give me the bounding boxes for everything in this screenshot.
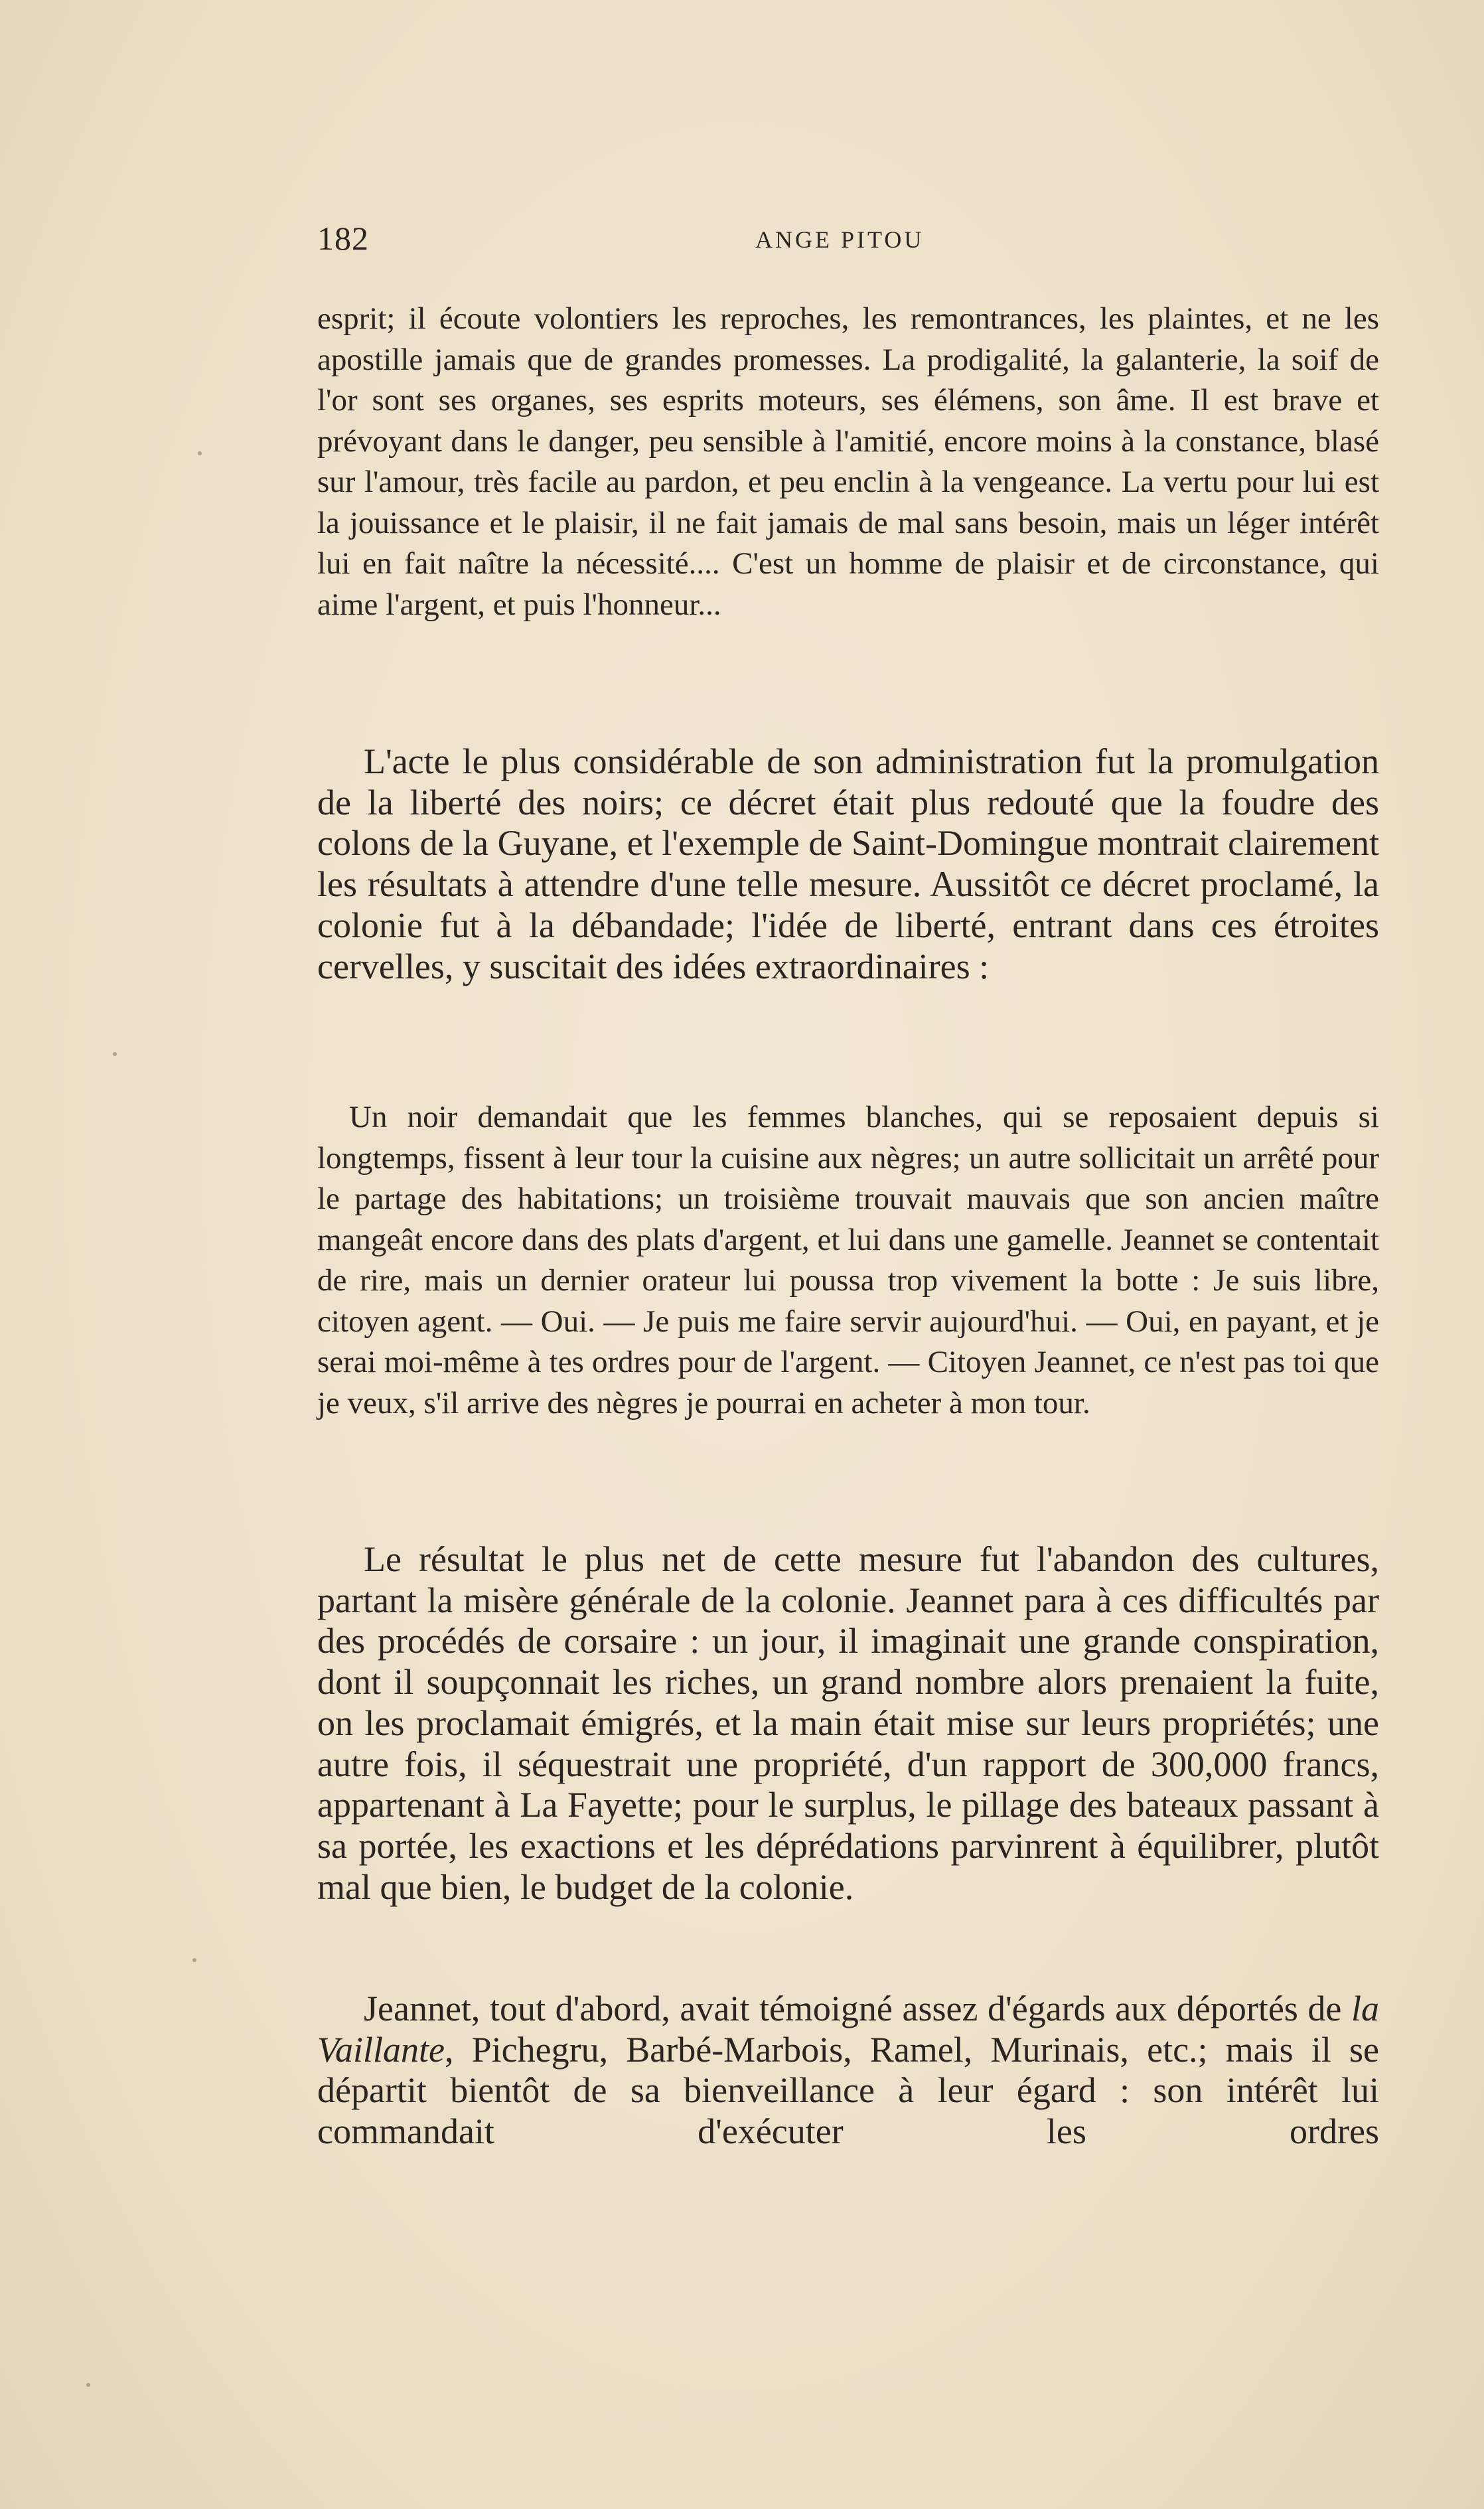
deportees-text-before: Jeannet, tout d'abord, avait témoigné assez d'égards aux déportés de	[364, 1989, 1351, 2028]
paragraph-portrait-end: esprit; il écoute volontiers les reproches, les remontrances, les plaintes, et ne les apostille jamais que de grandes promesses. La prodigalité, la galanterie, la soif de l'or sont ses organes, ses esprits moteurs, ses élémens, son âme. Il est brave et prévoyant dans le danger, peu sensible à l'amitié, encore moins à la constance, blasé sur l'amour, très facile au pardon, et peu enclin à la vengeance. La vertu pour lui est la jouissance et le plaisir, il ne fait jamais de mal sans besoin, mais un léger intérêt lui en fait naître la nécessité.... C'est un homme de plaisir et de circonstance, qui aime l'argent, et puis l'honneur...	[317, 301, 1379, 622]
paper-speck	[198, 451, 202, 455]
paper-speck	[113, 1052, 117, 1056]
page-number: 182	[317, 220, 369, 257]
paper-speck	[192, 1958, 196, 1962]
paragraph-deportees	[317, 1989, 1379, 2153]
paragraph-liberation-decree: L'acte le plus considérable de son administration fut la promulgation de la liberté des noirs; ce décret était plus redouté que la foudre des colons de la Guyane, et l'exemple de Saint-Domingue montrait clairement les résultats à attendre d'une telle mesure. Aussitôt ce décret proclamé, la colonie fut à la débandade; l'idée de liberté, entrant dans ces étroites cervelles, y suscitait des idées extraordinaires :	[317, 741, 1379, 986]
deportees-text-after: , Pichegru, Barbé-Marbois, Ramel, Murinais, etc.; mais il se départit bientôt de sa bienveillance à leur égard : son intérêt lui commandait d'exécuter les ordres	[317, 2029, 1379, 2152]
paragraph-consequences: Le résultat le plus net de cette mesure fut l'abandon des cultures, partant la misère générale de la colonie. Jeannet para à ces difficultés par des procédés de corsaire : un jour, il imaginait une grande conspiration, dont il soupçonnait les riches, un grand nombre alors prenaient la fuite, on les proclamait émigrés, et la main était mise sur leurs propriétés; une autre fois, il séquestrait une propriété, d'un rapport de 300,000 francs, appartenant à La Fayette; pour le surplus, le pillage des bateaux passant à sa portée, les exactions et les déprédations parvinrent à équilibrer, plutôt mal que bien, le budget de la colonie.	[317, 1539, 1379, 1907]
running-title: ANGE PITOU	[755, 226, 925, 253]
paper-speck	[86, 2383, 90, 2387]
paragraph-anecdote-quote: Un noir demandait que les femmes blanches, qui se reposaient depuis si longtemps, fissent à leur tour la cuisine aux nègres; un autre sollicitait un arrêté pour le partage des habitations; un troisième trouvait mauvais que son ancien maître mangeât encore dans des plats d'argent, et lui dans une gamelle. Jeannet se contentait de rire, mais un dernier orateur lui poussa trop vivement la botte : Je suis libre, citoyen agent. — Oui. — Je puis me faire servir aujourd'hui. — Oui, en payant, et je serai moi-même à tes ordres pour de l'argent. — Citoyen Jeannet, ce n'est pas toi que je veux, s'il arrive des nègres je pourrai en acheter à mon tour.	[317, 1100, 1379, 1420]
page-header	[317, 219, 948, 259]
ship-name: la Vaillante	[317, 1989, 1379, 2070]
